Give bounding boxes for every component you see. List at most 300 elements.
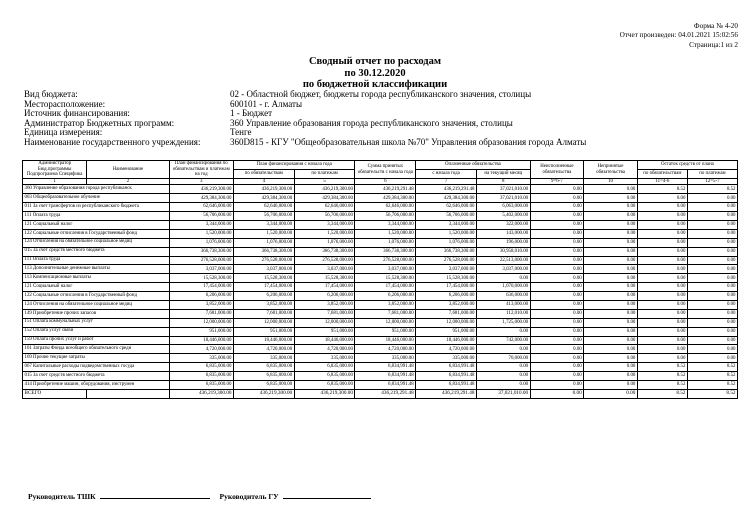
row-name: 414 Приобретение машин, оборудования, инструмен bbox=[23, 381, 170, 390]
row-rest-pay: 0.00 bbox=[687, 345, 737, 354]
colnum: 11=4-6 bbox=[637, 179, 687, 185]
col-plan-oblig-header: по обязательствам bbox=[233, 170, 294, 179]
colnum: 1 bbox=[23, 179, 87, 185]
row-plan-oblig: 4,720,000.00 bbox=[233, 345, 294, 354]
row-plan-oblig: 335,000.00 bbox=[233, 354, 294, 363]
row-rest-oblig: 0.00 bbox=[637, 318, 687, 327]
row-plan: 6,835,000.00 bbox=[169, 363, 233, 372]
col-plan-header: План финансирования по обязательствам и платежам на год bbox=[169, 161, 233, 179]
total-paid-month: 37,021,010.00 bbox=[476, 389, 530, 398]
row-paid: 276,528,000.00 bbox=[416, 256, 477, 265]
table-row bbox=[23, 327, 738, 336]
row-plan-pay: 1,520,000.00 bbox=[294, 229, 355, 238]
colnum: 3 bbox=[169, 179, 233, 185]
row-paid-month: 413,000.00 bbox=[476, 300, 530, 309]
row-unaccepted: 0.00 bbox=[584, 292, 638, 301]
row-plan-oblig: 3,344,000.00 bbox=[233, 220, 294, 229]
row-name: 113 Дополнительные денежные выплаты bbox=[23, 265, 170, 274]
row-rest-pay: 0.00 bbox=[687, 247, 737, 256]
row-plan-pay: 3,344,000.00 bbox=[294, 220, 355, 229]
row-accepted: 6,834,991.48 bbox=[355, 381, 416, 390]
row-plan-pay: 6,835,000.00 bbox=[294, 372, 355, 381]
row-rest-oblig: 0.00 bbox=[637, 336, 687, 345]
report-table bbox=[22, 160, 738, 399]
row-rest-oblig: 0.00 bbox=[637, 229, 687, 238]
row-rest-oblig: 0.00 bbox=[637, 354, 687, 363]
row-plan-pay: 429,384,300.00 bbox=[294, 194, 355, 203]
row-paid: 1,076,000.00 bbox=[416, 238, 477, 247]
row-paid: 3,344,000.00 bbox=[416, 220, 477, 229]
row-rest-pay: 0.00 bbox=[687, 336, 737, 345]
row-unaccepted: 0.00 bbox=[584, 381, 638, 390]
col-admin-header: Администратор Бюд.программы Подпрограмма Специфика bbox=[23, 161, 87, 179]
row-plan-pay: 276,528,000.00 bbox=[294, 256, 355, 265]
row-accepted: 335,000.00 bbox=[355, 354, 416, 363]
row-unaccepted: 0.00 bbox=[584, 372, 638, 381]
row-rest-oblig: 0.00 bbox=[637, 300, 687, 309]
row-unfulfilled: 0.00 bbox=[530, 336, 584, 345]
row-accepted: 429,384,300.00 bbox=[355, 194, 416, 203]
row-paid: 6,834,991.48 bbox=[416, 381, 477, 390]
row-plan: 12,000,000.00 bbox=[169, 318, 233, 327]
row-accepted: 1,076,000.00 bbox=[355, 238, 416, 247]
table-row bbox=[23, 238, 738, 247]
row-plan-pay: 12,000,000.00 bbox=[294, 318, 355, 327]
col-rest-oblig-header: по обязательствам bbox=[637, 170, 687, 179]
colnum: 12=5-7 bbox=[687, 179, 737, 185]
row-unaccepted: 0.00 bbox=[584, 318, 638, 327]
row-plan: 335,000.00 bbox=[169, 354, 233, 363]
row-rest-pay: 0.00 bbox=[687, 318, 737, 327]
col-unfulfilled-header: Неисполненные обязательства bbox=[530, 161, 584, 179]
table-row bbox=[23, 265, 738, 274]
row-rest-pay: 8.52 bbox=[687, 363, 737, 372]
row-unaccepted: 0.00 bbox=[584, 238, 638, 247]
row-paid-month: 0.00 bbox=[476, 345, 530, 354]
colnum: 7 bbox=[416, 179, 477, 185]
row-unfulfilled: 0.00 bbox=[530, 212, 584, 221]
row-unfulfilled: 0.00 bbox=[530, 309, 584, 318]
total-plan-oblig: 436,219,300.00 bbox=[233, 389, 294, 398]
col-plan-group-header: План финансирования с начала года bbox=[233, 161, 355, 170]
row-rest-pay: 8.52 bbox=[687, 185, 737, 194]
row-plan: 7,681,000.00 bbox=[169, 309, 233, 318]
total-plan-pay: 436,219,300.00 bbox=[294, 389, 355, 398]
row-plan: 56,706,000.00 bbox=[169, 212, 233, 221]
row-rest-pay: 0.00 bbox=[687, 203, 737, 212]
row-rest-pay: 0.00 bbox=[687, 283, 737, 292]
row-unaccepted: 0.00 bbox=[584, 212, 638, 221]
row-name: 121 Социальный налог bbox=[23, 283, 170, 292]
row-rest-pay: 0.00 bbox=[687, 265, 737, 274]
table-row bbox=[23, 372, 738, 381]
row-name: 122 Социальные отчисления в Государственный фонд bbox=[23, 229, 170, 238]
row-rest-oblig: 0.00 bbox=[637, 212, 687, 221]
row-paid-month: 1,725,000.00 bbox=[476, 318, 530, 327]
row-plan-oblig: 56,706,000.00 bbox=[233, 212, 294, 221]
table-row bbox=[23, 300, 738, 309]
row-plan-pay: 6,835,000.00 bbox=[294, 381, 355, 390]
row-plan-oblig: 1,076,000.00 bbox=[233, 238, 294, 247]
row-rest-pay: 0.00 bbox=[687, 300, 737, 309]
row-paid-month: 22,513,000.00 bbox=[476, 256, 530, 265]
row-rest-oblig: 0.00 bbox=[637, 345, 687, 354]
title-line-3: по бюджетной классификации bbox=[302, 79, 448, 90]
row-plan-pay: 951,000.00 bbox=[294, 327, 355, 336]
row-plan-pay: 3,852,000.00 bbox=[294, 300, 355, 309]
row-rest-pay: 8.52 bbox=[687, 381, 737, 390]
colnum: 10 bbox=[584, 179, 638, 185]
row-paid-month: 30,958,010.00 bbox=[476, 247, 530, 256]
row-plan: 6,835,000.00 bbox=[169, 372, 233, 381]
table-row bbox=[23, 381, 738, 390]
table-row bbox=[23, 194, 738, 203]
row-paid-month: 742,000.00 bbox=[476, 336, 530, 345]
row-plan: 17,454,000.00 bbox=[169, 283, 233, 292]
row-rest-pay: 0.00 bbox=[687, 309, 737, 318]
row-accepted: 6,834,991.48 bbox=[355, 363, 416, 372]
row-plan: 6,835,000.00 bbox=[169, 381, 233, 390]
table-row bbox=[23, 363, 738, 372]
row-name: 152 Оплата услуг связи bbox=[23, 327, 170, 336]
row-plan-oblig: 62,646,000.00 bbox=[233, 203, 294, 212]
row-rest-oblig: 0.00 bbox=[637, 327, 687, 336]
total-rest-pay: 8.52 bbox=[687, 389, 737, 398]
row-paid: 7,681,000.00 bbox=[416, 309, 477, 318]
prop-location: Месторасположение: 600101 - г. Алматы bbox=[24, 98, 303, 109]
row-plan: 18,446,000.00 bbox=[169, 336, 233, 345]
row-paid-month: 6,063,000.00 bbox=[476, 203, 530, 212]
row-paid: 56,706,000.00 bbox=[416, 212, 477, 221]
row-paid-month: 112,010.00 bbox=[476, 309, 530, 318]
signature-head-line bbox=[100, 498, 210, 499]
print-timestamp: Отчет произведен: 04.01.2021 15:02:56 bbox=[619, 31, 738, 40]
row-paid: 951,000.00 bbox=[416, 327, 477, 336]
row-unaccepted: 0.00 bbox=[584, 363, 638, 372]
total-unfulfilled: 0.00 bbox=[530, 389, 584, 398]
row-plan-pay: 366,738,300.00 bbox=[294, 247, 355, 256]
row-rest-pay: 0.00 bbox=[687, 327, 737, 336]
row-accepted: 6,834,991.48 bbox=[355, 372, 416, 381]
table-row bbox=[23, 345, 738, 354]
row-plan-pay: 18,446,000.00 bbox=[294, 336, 355, 345]
row-plan: 1,520,000.00 bbox=[169, 229, 233, 238]
total-accepted: 436,219,291.48 bbox=[355, 389, 416, 398]
row-unaccepted: 0.00 bbox=[584, 265, 638, 274]
row-rest-pay: 0.00 bbox=[687, 194, 737, 203]
prop-unit: Единица измерения: Тенге bbox=[24, 127, 252, 138]
table-row bbox=[23, 212, 738, 221]
row-name: 113 Компенсационные выплаты bbox=[23, 274, 170, 283]
row-name: 111 Оплата труда bbox=[23, 212, 170, 221]
table-row bbox=[23, 354, 738, 363]
row-unaccepted: 0.00 bbox=[584, 354, 638, 363]
col-unaccepted-header: Непринятые обязательства bbox=[584, 161, 638, 179]
row-paid: 436,219,291.48 bbox=[416, 185, 477, 194]
colnum: 2 bbox=[87, 179, 169, 185]
table-row bbox=[23, 185, 738, 194]
row-unfulfilled: 0.00 bbox=[530, 300, 584, 309]
row-rest-oblig: 8.52 bbox=[637, 363, 687, 372]
row-plan: 3,344,000.00 bbox=[169, 220, 233, 229]
row-plan-oblig: 951,000.00 bbox=[233, 327, 294, 336]
row-accepted: 12,000,000.00 bbox=[355, 318, 416, 327]
row-unfulfilled: 0.00 bbox=[530, 372, 584, 381]
row-plan-oblig: 6,835,000.00 bbox=[233, 372, 294, 381]
col-plan-pay-header: по платежам bbox=[294, 170, 355, 179]
row-paid: 12,000,000.00 bbox=[416, 318, 477, 327]
total-label: ВСЕГО bbox=[23, 389, 87, 398]
row-unfulfilled: 0.00 bbox=[530, 203, 584, 212]
table-body bbox=[23, 185, 738, 389]
row-plan-oblig: 3,037,000.00 bbox=[233, 265, 294, 274]
row-paid-month: 0.00 bbox=[476, 372, 530, 381]
table-row bbox=[23, 283, 738, 292]
row-paid: 366,738,300.00 bbox=[416, 247, 477, 256]
colnum: 8 bbox=[476, 179, 530, 185]
row-unaccepted: 0.00 bbox=[584, 256, 638, 265]
row-rest-oblig: 0.00 bbox=[637, 309, 687, 318]
table-row bbox=[23, 229, 738, 238]
col-rest-pay-header: по платежам bbox=[687, 170, 737, 179]
row-plan: 429,384,300.00 bbox=[169, 194, 233, 203]
row-plan-pay: 1,076,000.00 bbox=[294, 238, 355, 247]
row-unaccepted: 0.00 bbox=[584, 309, 638, 318]
signature-gu-line bbox=[283, 498, 371, 499]
signature-block bbox=[28, 492, 371, 501]
row-plan: 366,738,300.00 bbox=[169, 247, 233, 256]
row-name: 067 Капитальные расходы подведомственных госуда bbox=[23, 363, 170, 372]
row-rest-oblig: 0.00 bbox=[637, 247, 687, 256]
row-accepted: 6,206,000.00 bbox=[355, 292, 416, 301]
row-unaccepted: 0.00 bbox=[584, 247, 638, 256]
row-unfulfilled: 0.00 bbox=[530, 381, 584, 390]
row-plan-pay: 6,206,000.00 bbox=[294, 292, 355, 301]
row-unaccepted: 0.00 bbox=[584, 185, 638, 194]
prop-funding-source: Источник финансирования: 1 - Бюджет bbox=[24, 108, 273, 119]
row-paid-month: 1,070,000.00 bbox=[476, 283, 530, 292]
row-name: 011 За счет трансфертов из республиканского бюджета bbox=[23, 203, 170, 212]
row-plan-pay: 436,219,300.00 bbox=[294, 185, 355, 194]
row-name: 169 Прочие текущие затраты bbox=[23, 354, 170, 363]
row-accepted: 3,344,000.00 bbox=[355, 220, 416, 229]
col-paid-group-header: Оплаченные обязательства bbox=[416, 161, 530, 170]
row-paid-month: 37,021,010.00 bbox=[476, 194, 530, 203]
row-paid-month: 0.00 bbox=[476, 363, 530, 372]
row-rest-oblig: 0.00 bbox=[637, 220, 687, 229]
row-plan: 3,852,000.00 bbox=[169, 300, 233, 309]
row-rest-oblig: 0.00 bbox=[637, 256, 687, 265]
row-paid: 6,834,991.48 bbox=[416, 372, 477, 381]
row-rest-pay: 0.00 bbox=[687, 354, 737, 363]
row-unaccepted: 0.00 bbox=[584, 220, 638, 229]
total-row bbox=[23, 389, 738, 398]
row-unfulfilled: 0.00 bbox=[530, 327, 584, 336]
header-row-1 bbox=[23, 161, 738, 170]
row-plan-oblig: 18,446,000.00 bbox=[233, 336, 294, 345]
row-rest-oblig: 0.00 bbox=[637, 238, 687, 247]
row-unfulfilled: 0.00 bbox=[530, 185, 584, 194]
total-unaccepted: 0.00 bbox=[584, 389, 638, 398]
row-accepted: 15,528,300.00 bbox=[355, 274, 416, 283]
row-paid: 15,528,300.00 bbox=[416, 274, 477, 283]
row-plan: 3,037,000.00 bbox=[169, 265, 233, 274]
row-rest-oblig: 8.52 bbox=[637, 372, 687, 381]
row-name: 149 Приобретение прочих запасов bbox=[23, 309, 170, 318]
row-rest-pay: 0.00 bbox=[687, 220, 737, 229]
row-rest-oblig: 0.00 bbox=[637, 194, 687, 203]
form-number: Форма № 4-20 bbox=[693, 22, 738, 30]
row-plan-oblig: 436,219,300.00 bbox=[233, 185, 294, 194]
row-name: 161 Затраты Фонда всеобщего обязательного средн bbox=[23, 345, 170, 354]
row-plan-oblig: 1,520,000.00 bbox=[233, 229, 294, 238]
colnum: 5 bbox=[294, 179, 355, 185]
row-plan: 951,000.00 bbox=[169, 327, 233, 336]
row-unfulfilled: 0.00 bbox=[530, 220, 584, 229]
row-paid-month: 636,000.00 bbox=[476, 292, 530, 301]
row-accepted: 56,706,000.00 bbox=[355, 212, 416, 221]
row-plan-oblig: 15,528,300.00 bbox=[233, 274, 294, 283]
row-plan-pay: 56,706,000.00 bbox=[294, 212, 355, 221]
row-rest-pay: 0.00 bbox=[687, 292, 737, 301]
row-paid: 62,646,000.00 bbox=[416, 203, 477, 212]
table-row bbox=[23, 336, 738, 345]
colnum: 6 bbox=[355, 179, 416, 185]
row-paid: 335,000.00 bbox=[416, 354, 477, 363]
row-plan-oblig: 276,528,000.00 bbox=[233, 256, 294, 265]
row-unfulfilled: 0.00 bbox=[530, 274, 584, 283]
row-plan-oblig: 366,738,300.00 bbox=[233, 247, 294, 256]
row-name: 124 Отчисления на обязательное социальное медиц bbox=[23, 238, 170, 247]
row-paid: 429,384,300.00 bbox=[416, 194, 477, 203]
prop-administrator: Администратор Бюджетных программ: 360 Управление образования города республиканского значения, столицы bbox=[24, 117, 513, 128]
table-row bbox=[23, 309, 738, 318]
table-row bbox=[23, 220, 738, 229]
row-paid: 6,834,991.48 bbox=[416, 363, 477, 372]
row-accepted: 951,000.00 bbox=[355, 327, 416, 336]
row-plan-oblig: 12,000,000.00 bbox=[233, 318, 294, 327]
prop-institution: Наименование государственного учреждения: 360D815 - КГУ "Общеобразовательная школа №70" Управления образования города Алматы bbox=[24, 136, 587, 147]
row-accepted: 4,720,000.00 bbox=[355, 345, 416, 354]
row-unaccepted: 0.00 bbox=[584, 194, 638, 203]
row-accepted: 3,852,000.00 bbox=[355, 300, 416, 309]
row-plan-pay: 3,037,000.00 bbox=[294, 265, 355, 274]
row-name: 003 Общеобразовательное обучение bbox=[23, 194, 170, 203]
row-name: 124 Отчисления на обязательное социальное медиц bbox=[23, 300, 170, 309]
row-plan-pay: 17,454,000.00 bbox=[294, 283, 355, 292]
row-unfulfilled: 0.00 bbox=[530, 238, 584, 247]
row-paid-month: 0.00 bbox=[476, 327, 530, 336]
row-paid: 3,852,000.00 bbox=[416, 300, 477, 309]
row-rest-oblig: 0.00 bbox=[637, 203, 687, 212]
page-counter: Страница:1 из 2 bbox=[689, 40, 738, 49]
row-name: 360 Управление образования города республиканск bbox=[23, 185, 170, 194]
row-accepted: 18,446,000.00 bbox=[355, 336, 416, 345]
row-rest-pay: 0.00 bbox=[687, 212, 737, 221]
colnum: 4 bbox=[233, 179, 294, 185]
row-name: 151 Оплата коммунальных услуг bbox=[23, 318, 170, 327]
row-rest-oblig: 0.00 bbox=[637, 283, 687, 292]
row-paid-month: 196,000.00 bbox=[476, 238, 530, 247]
row-rest-pay: 0.00 bbox=[687, 238, 737, 247]
row-plan-pay: 62,646,000.00 bbox=[294, 203, 355, 212]
signature-head-label: Руководитель ТШК bbox=[28, 492, 96, 501]
row-rest-pay: 0.00 bbox=[687, 229, 737, 238]
row-accepted: 436,219,291.48 bbox=[355, 185, 416, 194]
colnum: 9=6-7 bbox=[530, 179, 584, 185]
signature-gu-label: Руководитель ГУ bbox=[219, 492, 279, 501]
row-rest-pay: 0.00 bbox=[687, 274, 737, 283]
row-accepted: 1,520,000.00 bbox=[355, 229, 416, 238]
title-line-1: Сводный отчет по расходам bbox=[308, 56, 442, 67]
col-rest-group-header: Остаток средств от плана bbox=[637, 161, 737, 170]
row-plan-oblig: 17,454,000.00 bbox=[233, 283, 294, 292]
row-paid: 17,454,000.00 bbox=[416, 283, 477, 292]
row-plan-oblig: 7,681,000.00 bbox=[233, 309, 294, 318]
row-plan: 4,720,000.00 bbox=[169, 345, 233, 354]
col-paid-month-header: на текущий месяц bbox=[476, 170, 530, 179]
row-accepted: 276,528,000.00 bbox=[355, 256, 416, 265]
row-plan-oblig: 3,852,000.00 bbox=[233, 300, 294, 309]
row-plan: 1,076,000.00 bbox=[169, 238, 233, 247]
row-paid: 18,446,000.00 bbox=[416, 336, 477, 345]
row-unfulfilled: 0.00 bbox=[530, 229, 584, 238]
row-plan: 276,528,000.00 bbox=[169, 256, 233, 265]
row-accepted: 366,738,300.00 bbox=[355, 247, 416, 256]
row-plan-pay: 7,681,000.00 bbox=[294, 309, 355, 318]
row-unaccepted: 0.00 bbox=[584, 229, 638, 238]
row-plan-pay: 15,528,300.00 bbox=[294, 274, 355, 283]
row-name: 015 За счет средств местного бюджета bbox=[23, 247, 170, 256]
row-accepted: 3,037,000.00 bbox=[355, 265, 416, 274]
row-plan: 6,206,000.00 bbox=[169, 292, 233, 301]
row-paid-month: 3,037,000.00 bbox=[476, 265, 530, 274]
row-rest-oblig: 0.00 bbox=[637, 274, 687, 283]
row-unaccepted: 0.00 bbox=[584, 327, 638, 336]
row-plan: 436,219,300.00 bbox=[169, 185, 233, 194]
row-paid: 6,206,000.00 bbox=[416, 292, 477, 301]
row-paid-month: 0.00 bbox=[476, 274, 530, 283]
col-name-header: Наименование bbox=[87, 161, 169, 179]
row-name: 111 Оплата труда bbox=[23, 256, 170, 265]
row-paid: 4,720,000.00 bbox=[416, 345, 477, 354]
row-unfulfilled: 0.00 bbox=[530, 283, 584, 292]
row-rest-oblig: 8.52 bbox=[637, 185, 687, 194]
row-plan-oblig: 6,835,000.00 bbox=[233, 381, 294, 390]
row-plan-pay: 6,835,000.00 bbox=[294, 363, 355, 372]
row-rest-oblig: 8.52 bbox=[637, 381, 687, 390]
row-plan: 15,528,300.00 bbox=[169, 274, 233, 283]
row-name: 121 Социальный налог bbox=[23, 220, 170, 229]
row-unfulfilled: 0.00 bbox=[530, 256, 584, 265]
table-row bbox=[23, 274, 738, 283]
row-paid-month: 0.00 bbox=[476, 381, 530, 390]
table-row bbox=[23, 203, 738, 212]
row-unaccepted: 0.00 bbox=[584, 283, 638, 292]
table-row bbox=[23, 318, 738, 327]
col-paid-start-header: с начала года bbox=[416, 170, 477, 179]
row-name: 122 Социальные отчисления в Государственный фонд bbox=[23, 292, 170, 301]
table-row bbox=[23, 256, 738, 265]
total-rest-oblig: 8.52 bbox=[637, 389, 687, 398]
table-row bbox=[23, 292, 738, 301]
row-rest-pay: 8.52 bbox=[687, 372, 737, 381]
row-unaccepted: 0.00 bbox=[584, 300, 638, 309]
row-paid: 1,520,000.00 bbox=[416, 229, 477, 238]
form-meta bbox=[620, 22, 738, 50]
row-unaccepted: 0.00 bbox=[584, 203, 638, 212]
row-plan-oblig: 6,206,000.00 bbox=[233, 292, 294, 301]
